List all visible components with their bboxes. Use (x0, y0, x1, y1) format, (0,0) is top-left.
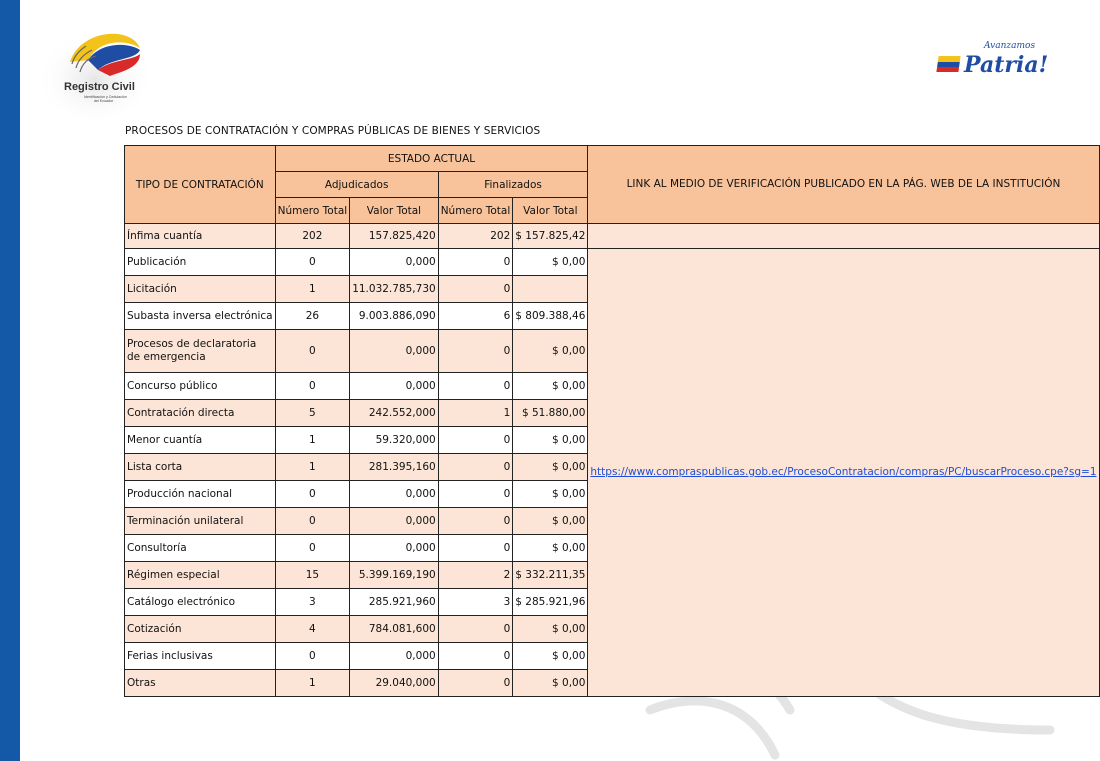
cell-adj-valor: 59.320,000 (350, 427, 439, 454)
cell-adj-numero: 1 (275, 427, 350, 454)
cell-fin-numero: 0 (438, 427, 513, 454)
cell-adj-numero: 1 (275, 454, 350, 481)
cell-adj-numero: 15 (275, 562, 350, 589)
cell-adj-numero: 0 (275, 508, 350, 535)
cell-adj-valor: 242.552,000 (350, 400, 439, 427)
cell-fin-valor: $ 0,00 (513, 481, 588, 508)
cell-adj-numero: 4 (275, 616, 350, 643)
cell-fin-valor: $ 157.825,42 (513, 224, 588, 249)
cell-fin-numero: 0 (438, 330, 513, 373)
cell-tipo: Ferias inclusivas (125, 643, 276, 670)
cell-fin-numero: 1 (438, 400, 513, 427)
cell-adj-numero: 202 (275, 224, 350, 249)
cell-fin-numero: 6 (438, 303, 513, 330)
cell-adj-valor: 11.032.785,730 (350, 276, 439, 303)
cell-tipo: Subasta inversa electrónica (125, 303, 276, 330)
cell-fin-valor: $ 285.921,96 (513, 589, 588, 616)
cell-fin-numero: 0 (438, 616, 513, 643)
registro-civil-logo (40, 20, 160, 120)
cell-tipo: Licitación (125, 276, 276, 303)
cell-adj-numero: 0 (275, 373, 350, 400)
cell-adj-valor: 29.040,000 (350, 670, 439, 697)
cell-tipo: Publicación (125, 249, 276, 276)
header-fin-valor: Valor Total (513, 198, 588, 224)
cell-tipo: Consultoría (125, 535, 276, 562)
cell-adj-valor: 0,000 (350, 508, 439, 535)
cell-fin-valor: $ 0,00 (513, 427, 588, 454)
header-estado-actual: ESTADO ACTUAL (275, 146, 588, 172)
cell-tipo: Ínfima cuantía (125, 224, 276, 249)
cell-fin-numero: 2 (438, 562, 513, 589)
cell-tipo: Concurso público (125, 373, 276, 400)
cell-link-empty (588, 224, 1099, 249)
cell-fin-numero: 0 (438, 276, 513, 303)
cell-adj-valor: 0,000 (350, 330, 439, 373)
cell-fin-numero: 0 (438, 508, 513, 535)
cell-fin-valor: $ 0,00 (513, 373, 588, 400)
cell-tipo: Cotización (125, 616, 276, 643)
cell-adj-numero: 5 (275, 400, 350, 427)
cell-fin-numero: 0 (438, 373, 513, 400)
svg-text:Identificación y Cedulacióndel: Identificación y Cedulación del Ecuador (84, 95, 127, 103)
cell-fin-valor: $ 0,00 (513, 616, 588, 643)
procesos-table (124, 145, 1100, 697)
cell-fin-valor: $ 0,00 (513, 454, 588, 481)
cell-adj-numero: 26 (275, 303, 350, 330)
cell-fin-numero: 0 (438, 535, 513, 562)
header-tipo: TIPO DE CONTRATACIÓN (125, 146, 276, 224)
cell-adj-numero: 0 (275, 330, 350, 373)
cell-tipo: Catálogo electrónico (125, 589, 276, 616)
cell-adj-numero: 0 (275, 535, 350, 562)
cell-adj-numero: 0 (275, 249, 350, 276)
cell-tipo: Lista corta (125, 454, 276, 481)
cell-fin-valor: $ 0,00 (513, 535, 588, 562)
table-row (125, 224, 1100, 249)
cell-adj-valor: 784.081,600 (350, 616, 439, 643)
cell-adj-numero: 3 (275, 589, 350, 616)
cell-tipo: Producción nacional (125, 481, 276, 508)
cell-fin-valor: $ 0,00 (513, 330, 588, 373)
cell-adj-numero: 1 (275, 276, 350, 303)
cell-adj-numero: 0 (275, 481, 350, 508)
cell-adj-valor: 0,000 (350, 481, 439, 508)
cell-tipo: Contratación directa (125, 400, 276, 427)
header-adj-valor: Valor Total (350, 198, 439, 224)
page-title: PROCESOS DE CONTRATACIÓN Y COMPRAS PÚBLICAS DE BIENES Y SERVICIOS (125, 125, 541, 137)
verification-link[interactable]: https://www.compraspublicas.gob.ec/ProcesoContratacion/compras/PC/buscarProceso.cpe?sg=1 (590, 466, 1097, 478)
side-blue-bar (0, 0, 20, 761)
cell-tipo: Menor cuantía (125, 427, 276, 454)
cell-fin-numero: 0 (438, 249, 513, 276)
table-row (125, 249, 1100, 276)
cell-fin-valor: $ 51.880,00 (513, 400, 588, 427)
cell-link (588, 249, 1099, 697)
cell-tipo: Procesos de declaratoria de emergencia (125, 330, 276, 373)
cell-fin-valor: $ 332.211,35 (513, 562, 588, 589)
header-adj-numero: Número Total (275, 198, 350, 224)
logo-title: Registro Civil (64, 81, 135, 93)
cell-adj-valor: 9.003.886,090 (350, 303, 439, 330)
cell-tipo: Terminación unilateral (125, 508, 276, 535)
cell-adj-valor: 285.921,960 (350, 589, 439, 616)
avanzamos-patria-logo (938, 32, 1049, 92)
cell-fin-numero: 3 (438, 589, 513, 616)
cell-adj-valor: 0,000 (350, 535, 439, 562)
cell-fin-valor: $ 0,00 (513, 249, 588, 276)
cell-fin-valor (513, 276, 588, 303)
header-adjudicados: Adjudicados (275, 172, 438, 198)
header-link: LINK AL MEDIO DE VERIFICACIÓN PUBLICADO EN LA PÁG. WEB DE LA INSTITUCIÓN (588, 146, 1099, 224)
cell-fin-numero: 202 (438, 224, 513, 249)
cell-fin-valor: $ 0,00 (513, 508, 588, 535)
cell-adj-valor: 157.825,420 (350, 224, 439, 249)
cell-adj-numero: 0 (275, 643, 350, 670)
cell-adj-valor: 281.395,160 (350, 454, 439, 481)
cell-fin-numero: 0 (438, 454, 513, 481)
cell-fin-numero: 0 (438, 643, 513, 670)
cell-fin-numero: 0 (438, 670, 513, 697)
cell-adj-valor: 0,000 (350, 249, 439, 276)
logo-avanzamos: Avanzamos (984, 41, 1036, 51)
cell-tipo: Régimen especial (125, 562, 276, 589)
cell-adj-valor: 0,000 (350, 373, 439, 400)
cell-adj-valor: 5.399.169,190 (350, 562, 439, 589)
cell-adj-valor: 0,000 (350, 643, 439, 670)
header-fin-numero: Número Total (438, 198, 513, 224)
logo-patria: Patria! (964, 52, 1049, 78)
cell-fin-valor: $ 0,00 (513, 670, 588, 697)
cell-fin-valor: $ 0,00 (513, 643, 588, 670)
cell-fin-valor: $ 809.388,46 (513, 303, 588, 330)
header-finalizados: Finalizados (438, 172, 588, 198)
cell-tipo: Otras (125, 670, 276, 697)
cell-fin-numero: 0 (438, 481, 513, 508)
cell-adj-numero: 1 (275, 670, 350, 697)
